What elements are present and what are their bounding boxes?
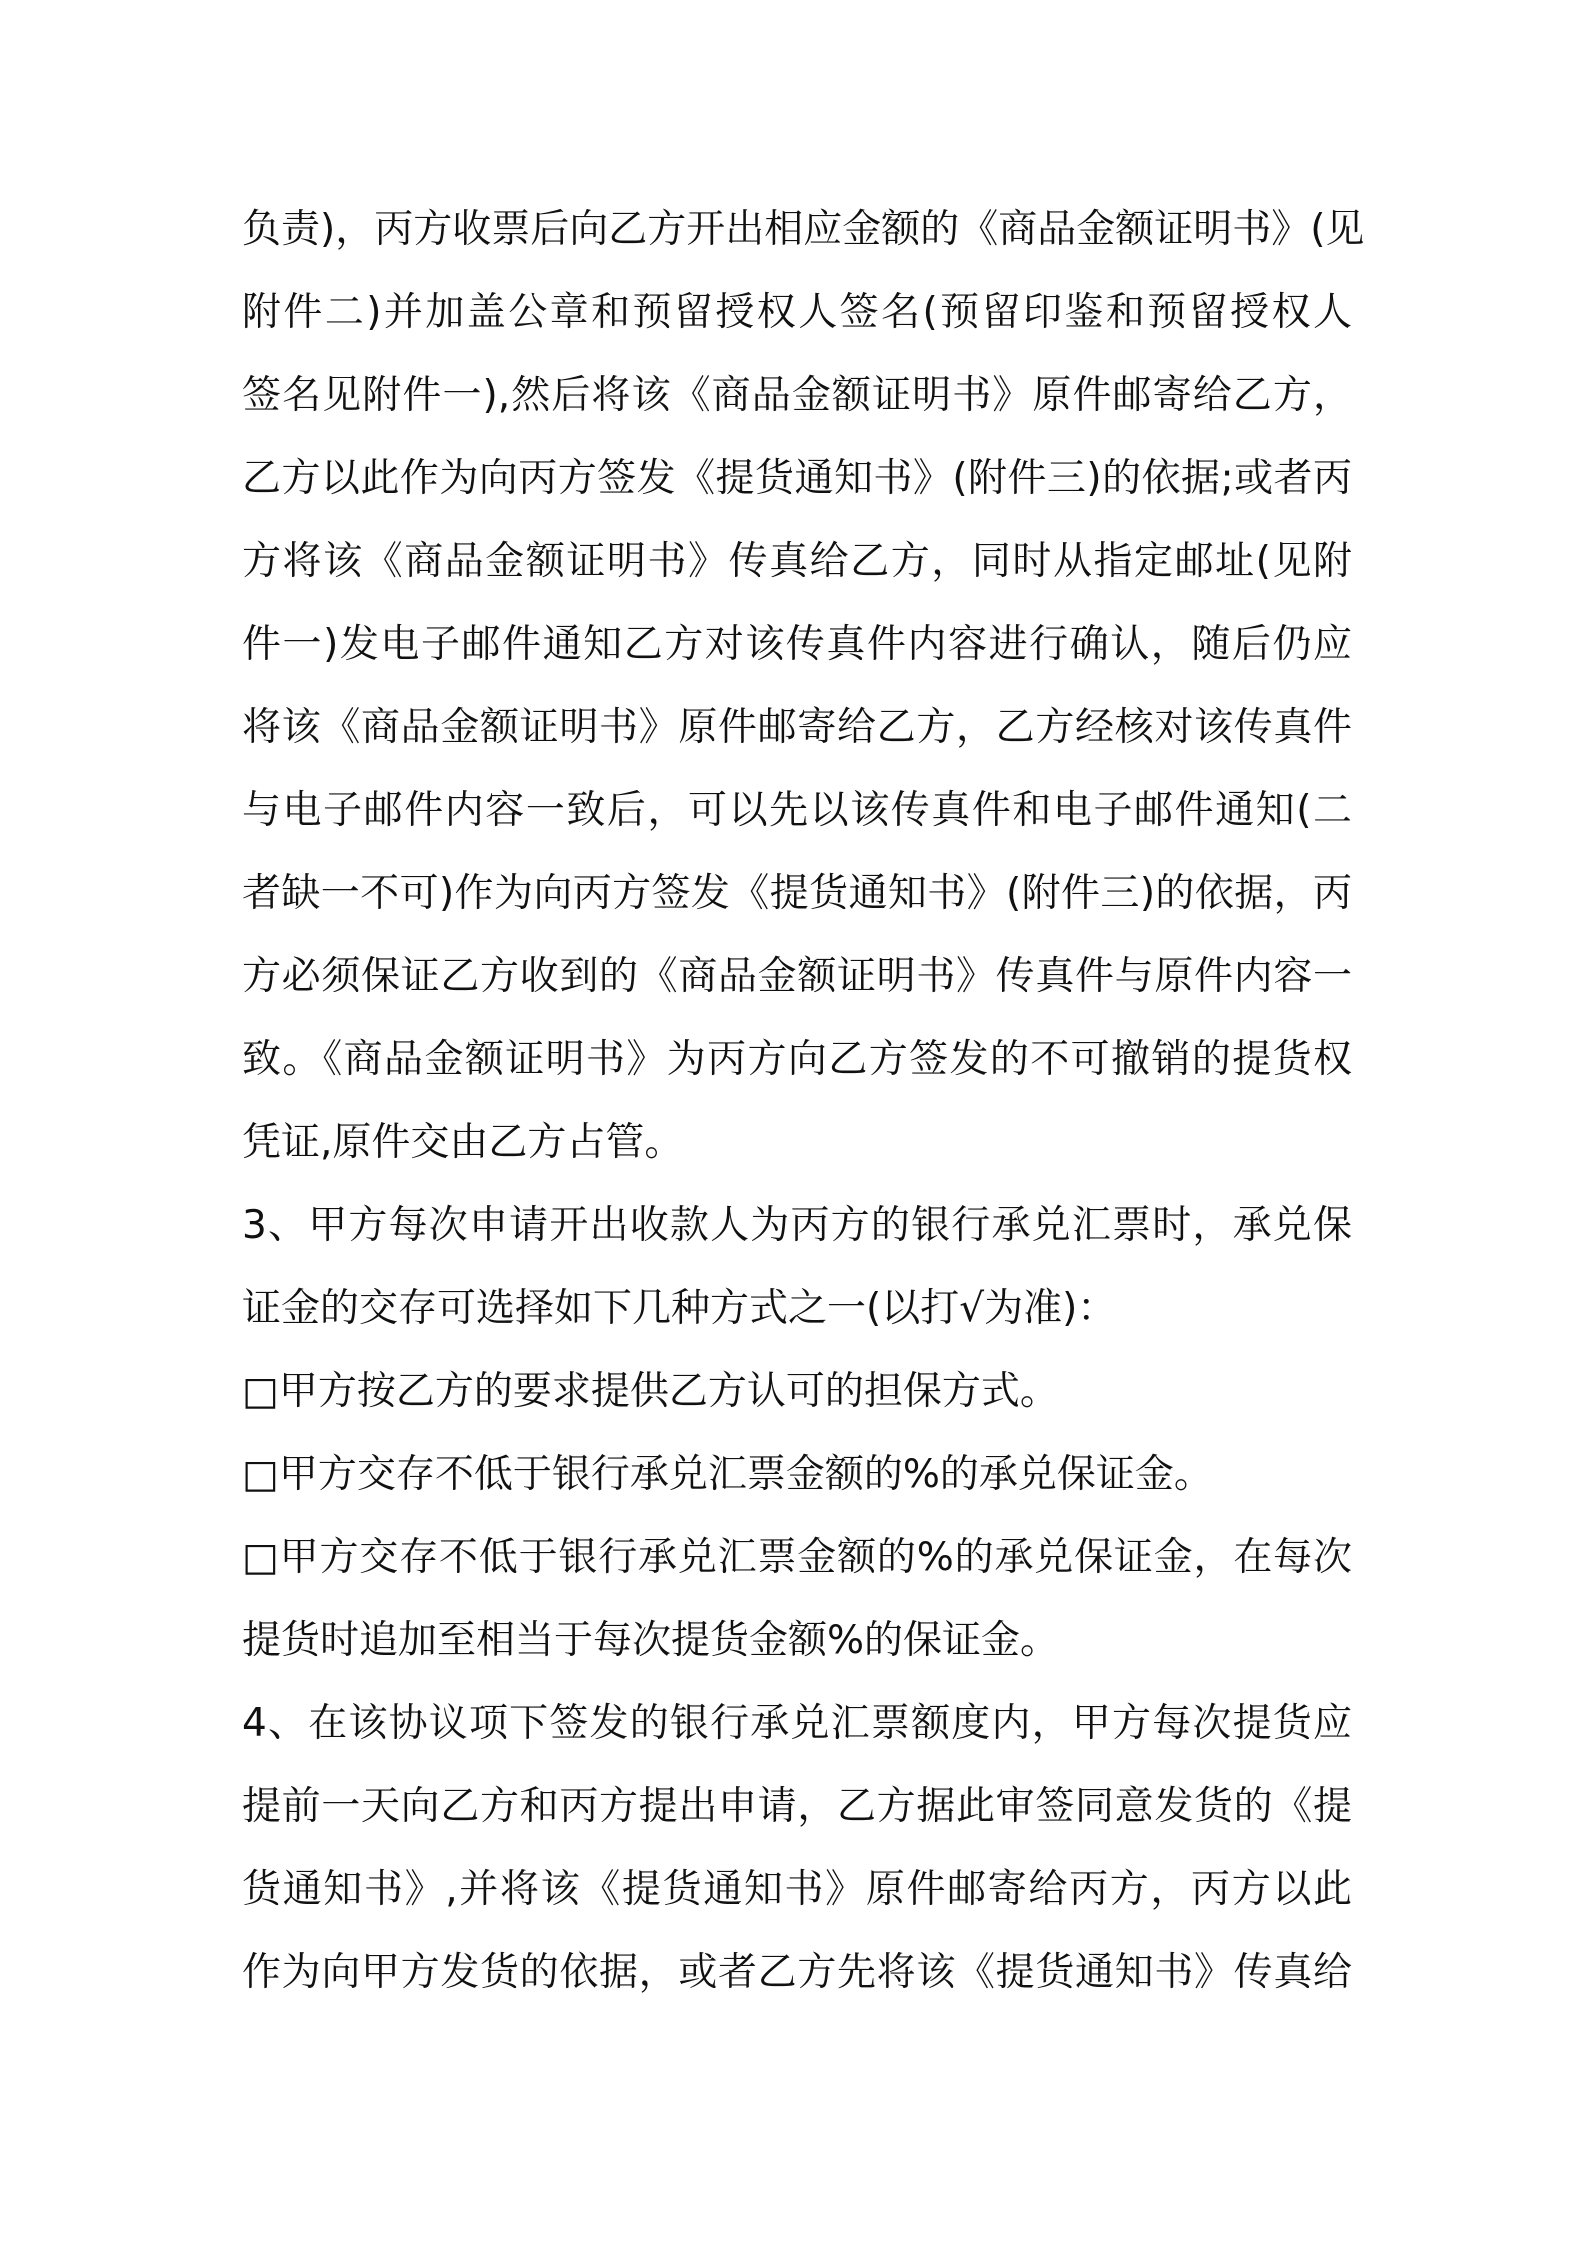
text-line: □甲方交存不低于银行承兑汇票金额的%的承兑保证金。 [242, 1452, 1213, 1497]
text-line: 提货时追加至相当于每次提货金额%的保证金。 [242, 1618, 1060, 1663]
text-line: □甲方按乙方的要求提供乙方认可的担保方式。 [242, 1369, 1059, 1414]
text-line: 者缺一不可)作为向丙方签发《提货通知书》(附件三)的依据，丙 [242, 871, 1352, 916]
text-line: □甲方交存不低于银行承兑汇票金额的%的承兑保证金，在每次 [242, 1535, 1352, 1580]
text-line: 与电子邮件内容一致后，可以先以该传真件和电子邮件通知(二 [242, 788, 1352, 833]
text-line: 货通知书》,并将该《提货通知书》原件邮寄给丙方，丙方以此 [242, 1867, 1352, 1912]
text-line: 签名见附件一),然后将该《商品金额证明书》原件邮寄给乙方， [242, 373, 1352, 418]
text-line: 4、在该协议项下签发的银行承兑汇票额度内，甲方每次提货应 [242, 1701, 1352, 1746]
text-line: 件一)发电子邮件通知乙方对该传真件内容进行确认，随后仍应 [242, 622, 1352, 667]
text-line: 方将该《商品金额证明书》传真给乙方，同时从指定邮址(见附 [242, 539, 1352, 584]
text-line: 凭证,原件交由乙方占管。 [242, 1120, 684, 1165]
text-line: 3、甲方每次申请开出收款人为丙方的银行承兑汇票时，承兑保 [242, 1203, 1352, 1248]
text-line: 提前一天向乙方和丙方提出申请，乙方据此审签同意发货的《提 [242, 1784, 1352, 1829]
text-line: 将该《商品金额证明书》原件邮寄给乙方，乙方经核对该传真件 [242, 705, 1352, 750]
text-line: 乙方以此作为向丙方签发《提货通知书》(附件三)的依据;或者丙 [242, 456, 1352, 501]
text-line: 证金的交存可选择如下几种方式之一(以打√为准)： [242, 1286, 1117, 1331]
text-line: 作为向甲方发货的依据，或者乙方先将该《提货通知书》传真给 [242, 1950, 1352, 1995]
text-line: 附件二)并加盖公章和预留授权人签名(预留印鉴和预留授权人 [242, 290, 1352, 335]
text-line: 负责)，丙方收票后向乙方开出相应金额的《商品金额证明书》(见 [242, 207, 1365, 252]
text-line: 方必须保证乙方收到的《商品金额证明书》传真件与原件内容一 [242, 954, 1352, 999]
text-line: 致。《商品金额证明书》为丙方向乙方签发的不可撤销的提货权 [242, 1037, 1352, 1082]
